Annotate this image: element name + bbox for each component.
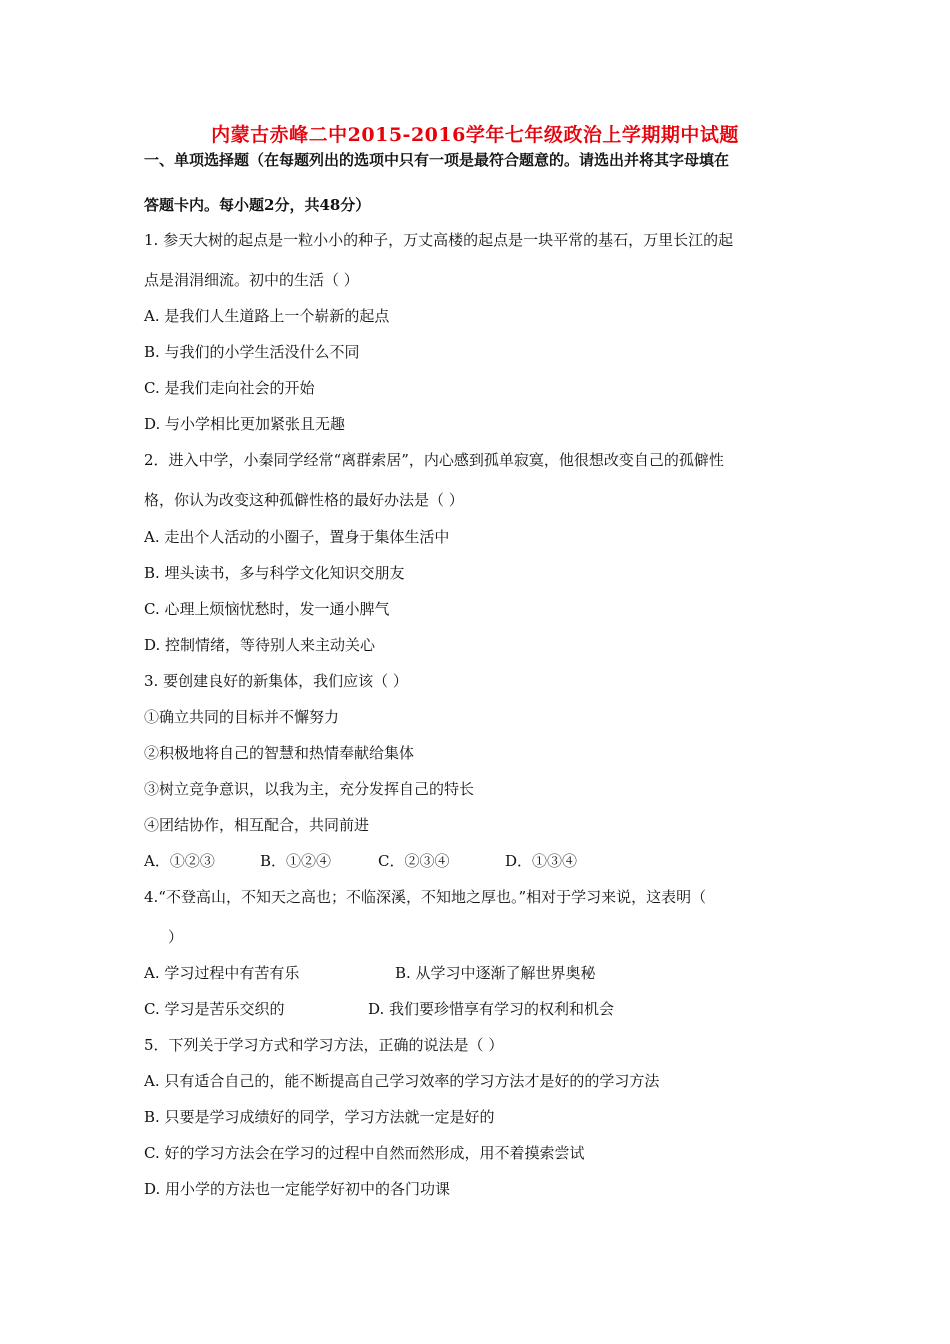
q1-option-b: B. 与我们的小学生活没什么不同 <box>144 343 360 361</box>
q2-option-c: C. 心理上烦恼忧愁时，发一通小脾气 <box>144 600 390 618</box>
q5-option-d: D. 用小学的方法也一定能学好初中的各门功课 <box>144 1180 451 1198</box>
q5-option-a: A. 只有适合自己的，能不断提高自己学习效率的学习方法才是好的的学习方法 <box>144 1072 660 1090</box>
q4-stem-line1: 4.“不登高山，不知天之高也；不临深溪，不知地之厚也。”相对于学习来说，这表明（ <box>144 888 707 906</box>
q3-option-a: A．①②③ <box>144 852 215 870</box>
q3-item-4: ④团结协作，相互配合，共同前进 <box>144 816 370 834</box>
q2-option-b: B. 埋头读书，多与科学文化知识交朋友 <box>144 564 405 582</box>
q5-option-b: B. 只要是学习成绩好的同学，学习方法就一定是好的 <box>144 1108 495 1126</box>
q5-stem: 5．下列关于学习方式和学习方法，正确的说法是（ ） <box>144 1036 504 1054</box>
q3-item-3: ③树立竞争意识，以我为主，充分发挥自己的特长 <box>144 780 475 798</box>
q3-stem: 3. 要创建良好的新集体，我们应该（ ） <box>144 672 408 690</box>
q1-option-a: A. 是我们人生道路上一个崭新的起点 <box>144 307 390 325</box>
q4-option-b: B. 从学习中逐渐了解世界奥秘 <box>395 964 596 982</box>
q4-option-c: C. 学习是苦乐交织的 <box>144 1000 285 1018</box>
q2-stem-line2: 格，你认为改变这种孤僻性格的最好办法是（ ） <box>144 491 464 509</box>
q3-option-c: C．②③④ <box>378 852 450 870</box>
q3-option-b: B．①②④ <box>260 852 332 870</box>
q3-item-2: ②积极地将自己的智慧和热情奉献给集体 <box>144 744 415 762</box>
q3-option-d: D．①③④ <box>505 852 578 870</box>
section-heading-line1: 一、单项选择题（在每题列出的选项中只有一项是最符合题意的。请选出并将其字母填在 <box>144 151 730 169</box>
q4-option-a: A. 学习过程中有苦有乐 <box>144 964 300 982</box>
q5-option-c: C. 好的学习方法会在学习的过程中自然而然形成，用不着摸索尝试 <box>144 1144 585 1162</box>
q1-option-c: C. 是我们走向社会的开始 <box>144 379 315 397</box>
q4-option-d: D. 我们要珍惜享有学习的权利和机会 <box>368 1000 615 1018</box>
q1-option-d: D. 与小学相比更加紧张且无趣 <box>144 415 346 433</box>
q2-option-d: D. 控制情绪，等待别人来主动关心 <box>144 636 376 654</box>
page-title: 内蒙古赤峰二中2015-2016学年七年级政治上学期期中试题 <box>211 124 739 146</box>
q2-option-a: A. 走出个人活动的小圈子，置身于集体生活中 <box>144 528 450 546</box>
q1-stem-line2: 点是涓涓细流。初中的生活（ ） <box>144 271 359 289</box>
q1-stem-line1: 1. 参天大树的起点是一粒小小的种子，万丈高楼的起点是一块平常的基石，万里长江的起 <box>144 231 734 249</box>
q4-stem-line2: ） <box>168 928 184 946</box>
section-heading-line2: 答题卡内。每小题2分，共48分） <box>144 196 371 214</box>
q2-stem-line1: 2．进入中学，小秦同学经常“离群索居”，内心感到孤单寂寞，他很想改变自己的孤僻性 <box>144 451 724 469</box>
q3-item-1: ①确立共同的目标并不懈努力 <box>144 708 340 726</box>
